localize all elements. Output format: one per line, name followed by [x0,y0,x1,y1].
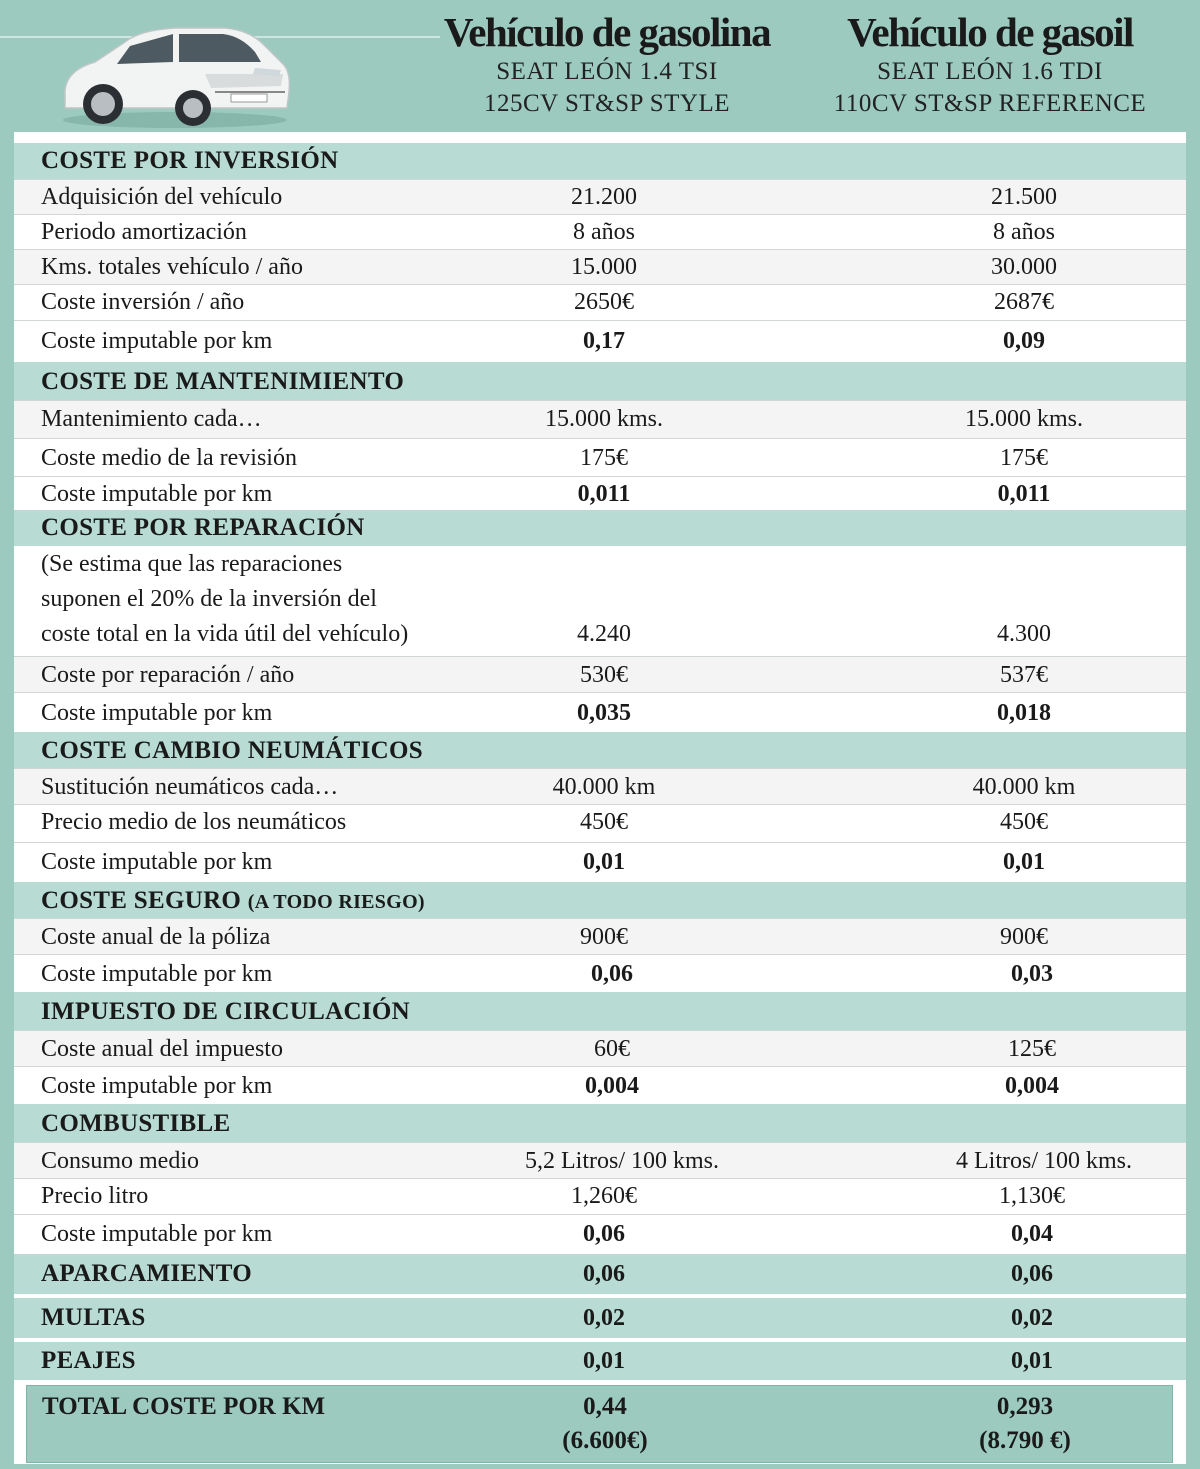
value-gasoil: 0,04 [1011,1221,1053,1247]
table-row [14,179,1186,214]
value-gasoil: 0,01 [1003,849,1045,875]
value-gasolina: 175€ [580,445,628,471]
value-gasolina: 0,011 [577,481,631,507]
row-label: Kms. totales vehículo / año [41,254,303,280]
header-gasoil-title: Vehículo de gasoil [847,9,1133,55]
value-gasoil: 4.300 [997,621,1051,647]
section-neumaticos [14,732,1186,768]
repair-note-line-3: coste total en la vida útil del vehículo) [41,621,409,647]
table-row [14,842,1186,882]
car-image [55,12,295,130]
value-gasoil: 0,09 [1003,328,1045,354]
row-label: Coste imputable por km [41,961,273,987]
section-title: COSTE POR REPARACIÓN [41,514,365,541]
row-label: Sustitución neumáticos cada… [41,774,339,800]
value-gasolina: 0,01 [583,849,625,875]
section-title: COMBUSTIBLE [41,1110,231,1137]
table-row [14,918,1186,954]
value-gasoil: 450€ [1000,809,1048,835]
value-gasoil: 0,02 [1011,1305,1053,1331]
table-row [14,320,1186,362]
header-gasolina-version: 125CV ST&SP STYLE [483,90,731,117]
row-label: Coste imputable por km [41,700,273,726]
row-label: Coste medio de la revisión [41,445,297,471]
value-gasoil: 537€ [1000,662,1048,688]
row-label: Coste anual del impuesto [41,1036,283,1062]
row-label: Coste imputable por km [41,481,273,507]
section-combustible [14,1104,1186,1142]
value-gasoil: 0,011 [997,481,1051,507]
row-label: Precio litro [41,1183,149,1209]
row-label: Coste por reparación / año [41,662,295,688]
table-row [14,400,1186,438]
table-row [14,1214,1186,1254]
header [0,0,1200,130]
value-gasolina: 40.000 km [552,774,656,800]
value-gasolina: 0,004 [585,1073,639,1099]
value-gasolina: 2650€ [574,289,634,315]
table-row [14,768,1186,804]
section-seguro [14,882,1186,918]
table-row [14,692,1186,732]
value-gasoil: 900€ [1000,924,1048,950]
table-row [14,954,1186,992]
table-row [14,249,1186,284]
header-gasoil-version: 110CV ST&SP REFERENCE [833,90,1147,117]
row-label: Coste imputable por km [41,849,273,875]
table-row [14,214,1186,249]
repair-note-line-1: (Se estima que las reparaciones [41,551,343,577]
section-title-note: (A TODO RIESGO) [247,891,425,913]
table-row [14,804,1186,842]
header-gasolina [428,8,786,120]
value-gasolina: 0,035 [577,700,631,726]
value-gasoil: 0,004 [1005,1073,1059,1099]
table-row [14,1030,1186,1066]
value-gasoil: 0,06 [1011,1261,1053,1287]
table-row [14,1178,1186,1214]
table-row [14,476,1186,510]
value-gasoil: 30.000 [991,254,1057,280]
value-gasolina: 15.000 kms. [544,406,663,432]
row-label: Coste imputable por km [41,328,273,354]
value-gasoil: 2687€ [994,289,1054,315]
row-label: Adquisición del vehículo [41,184,283,210]
value-gasoil: 0,03 [1011,961,1053,987]
value-gasolina: 4.240 [577,621,631,647]
value-gasoil: 0,01 [1011,1348,1053,1374]
total-gasolina-per-year: (6.600€) [562,1427,648,1454]
section-mantenimiento [14,362,1186,400]
section-multas [14,1298,1186,1338]
table-row [14,546,1186,656]
section-title [41,884,425,919]
section-title: IMPUESTO DE CIRCULACIÓN [41,998,410,1025]
header-gasoil [808,8,1172,120]
table-row [14,438,1186,476]
total-gasoil-per-year: (8.790 €) [979,1427,1071,1454]
value-gasolina: 900€ [580,924,628,950]
total-label: TOTAL COSTE POR KM [42,1393,326,1420]
section-title: MULTAS [41,1304,146,1331]
row-label: Coste imputable por km [41,1073,273,1099]
value-gasoil: 15.000 kms. [964,406,1083,432]
value-gasolina: 1,260€ [571,1183,637,1209]
value-gasoil: 4 Litros/ 100 kms. [955,1148,1132,1174]
value-gasolina: 21.200 [571,184,637,210]
row-label: Precio medio de los neumáticos [41,809,347,835]
value-gasolina: 0,06 [583,1261,625,1287]
header-gasolina-title: Vehículo de gasolina [443,9,771,55]
table-row [14,1142,1186,1178]
value-gasoil: 1,130€ [999,1183,1065,1209]
total-gasolina-per-km: 0,44 [583,1393,627,1420]
value-gasoil: 8 años [993,219,1055,245]
value-gasolina: 0,02 [583,1305,625,1331]
section-reparacion [14,510,1186,546]
repair-note-line-2: suponen el 20% de la inversión del [41,586,377,612]
value-gasolina: 8 años [573,219,635,245]
section-impuesto [14,992,1186,1030]
value-gasolina: 0,06 [583,1221,625,1247]
section-title-main: COSTE SEGURO [41,887,242,914]
value-gasolina: 530€ [580,662,628,688]
value-gasoil: 125€ [1008,1036,1056,1062]
value-gasolina: 0,06 [591,961,633,987]
value-gasolina: 0,17 [583,328,625,354]
value-gasoil: 21.500 [991,184,1057,210]
section-peajes [14,1342,1186,1380]
row-label: Coste inversión / año [41,289,245,315]
section-title: COSTE POR INVERSIÓN [41,147,339,174]
value-gasolina: 60€ [594,1036,630,1062]
table-row [14,656,1186,692]
section-title: APARCAMIENTO [41,1260,253,1287]
value-gasolina: 5,2 Litros/ 100 kms. [524,1148,719,1174]
row-label: Periodo amortización [41,219,247,245]
cost-table [14,132,1186,1464]
header-gasoil-model: SEAT LEÓN 1.6 TDI [877,58,1103,85]
value-gasoil: 0,018 [997,700,1051,726]
table-row [14,1066,1186,1104]
total-row [26,1385,1173,1463]
value-gasolina: 450€ [580,809,628,835]
row-label: Consumo medio [41,1148,200,1174]
value-gasolina: 15.000 [571,254,637,280]
value-gasoil: 40.000 km [972,774,1076,800]
section-title: PEAJES [41,1347,136,1374]
value-gasoil: 175€ [1000,445,1048,471]
section-inversion [14,143,1186,179]
row-label: Mantenimiento cada… [41,406,262,432]
section-aparcamiento [14,1254,1186,1294]
section-title: COSTE CAMBIO NEUMÁTICOS [41,737,423,764]
section-title: COSTE DE MANTENIMIENTO [41,368,405,395]
total-gasoil-per-km: 0,293 [996,1393,1054,1420]
header-gasolina-model: SEAT LEÓN 1.4 TSI [496,58,718,85]
table-row [14,284,1186,320]
row-label: Coste imputable por km [41,1221,273,1247]
value-gasolina: 0,01 [583,1348,625,1374]
row-label: Coste anual de la póliza [41,924,271,950]
